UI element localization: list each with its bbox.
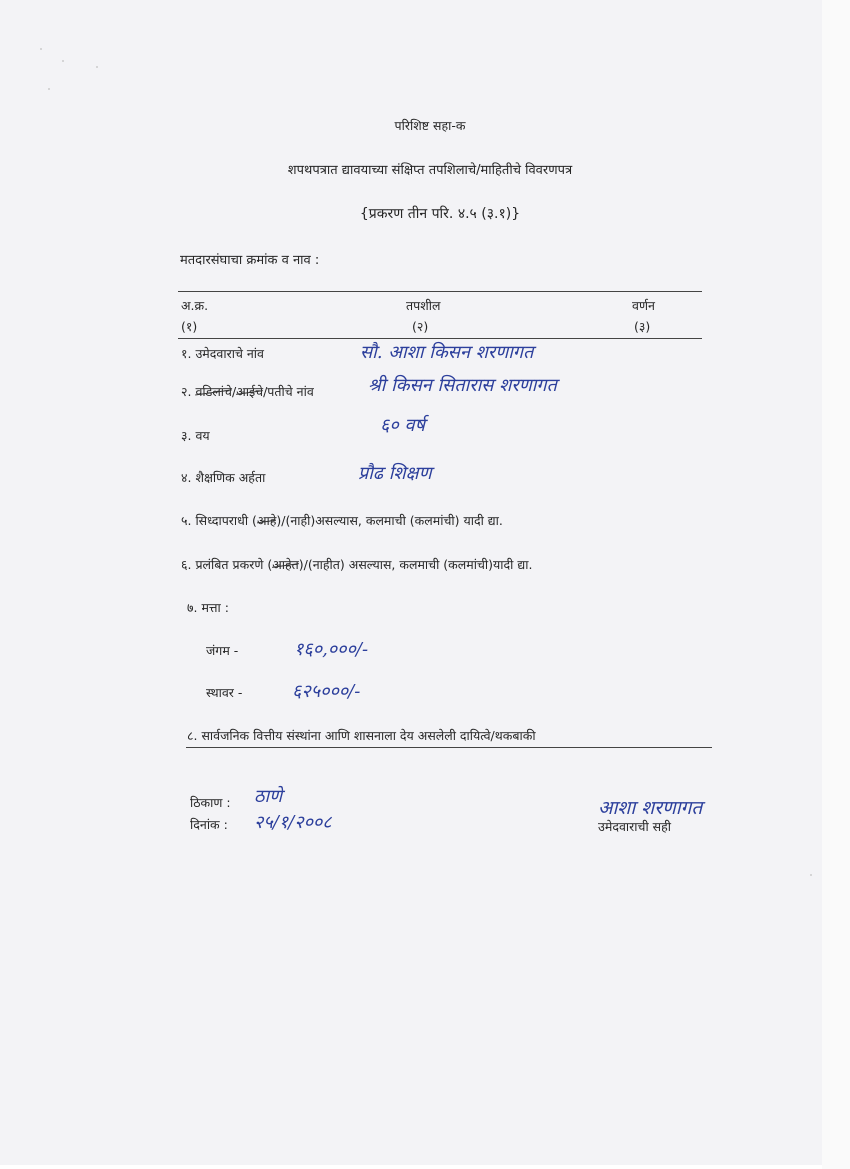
candidate-name-value: सौ. आशा किसन शरणागत [360,342,534,363]
movable-value: १६०,०००/- [294,639,369,660]
struck-father: वडिलांचे [195,384,232,399]
age-value: ६० वर्ष [380,415,425,436]
candidate-signature: आशा शरणागत [598,797,703,819]
col-description-number: (३) [634,319,651,334]
row-parent-name-label: २. वडिलांचे/आईचे/पतीचे नांव [181,384,314,399]
movable-label: जंगम - [206,643,239,658]
paper-speck [810,874,812,876]
immovable-value: ६२५०००/- [292,681,361,702]
date-label: दिनांक : [190,817,228,832]
date-value: २५/१/२००८ [254,812,332,833]
education-value: प्रौढ शिक्षण [358,463,432,484]
row-education-label: ४. शैक्षणिक अर्हता [181,470,266,485]
table-top-rule [178,291,702,292]
document-title: शपथपत्रात द्यावयाच्या संक्षिप्त तपशिलाचे/माहितीचे विवरणपत्र [287,163,573,178]
row-pending-cases: ६. प्रलंबित प्रकरणे (आहेत)/(नाहीत) असल्यास, कलमाची (कलमांची)यादी द्या. [181,557,533,572]
col-detail-header: तपशील [406,298,441,313]
struck-mother: आईचे [236,384,264,399]
paper-speck [62,60,64,62]
table-header-rule [178,338,702,339]
struck-yes: आहे [256,513,277,528]
col-serial-header: अ.क्र. [181,298,209,313]
constituency-label: मतदारसंघाचा क्रमांक व नाव : [180,253,320,268]
col-description-header: वर्णन [632,298,655,313]
col-serial-number: (१) [181,319,198,334]
table-bottom-rule [186,747,712,748]
paper-speck [40,48,42,50]
col-detail-number: (२) [412,319,429,334]
appendix-label: परिशिष्ट सहा-क [394,118,466,133]
struck-are: आहेत [272,557,299,572]
scan-margin [822,0,850,1169]
immovable-label: स्थावर - [206,685,243,700]
row-liabilities-label: ८. सार्वजनिक वित्तीय संस्थांना आणि शासनाला देय असलेली दायित्वे/थकबाकी [187,728,536,743]
place-label: ठिकाण : [190,795,231,810]
spouse-name-value: श्री किसन सितारास शरणागत [368,375,557,396]
signature-label: उमेदवाराची सही [598,819,671,834]
row-age-label: ३. वय [181,428,210,443]
paper-speck [48,88,50,90]
paper-speck [96,66,98,68]
row-assets-label: ७. मत्ता : [187,600,229,615]
row-convictions: ५. सिध्दापराधी (आहे)/(नाही)असल्यास, कलमाची (कलमांची) यादी द्या. [181,513,503,528]
row-candidate-name-label: १. उमेदवाराचे नांव [181,346,264,361]
chapter-reference: {प्रकरण तीन परि. ४.५ (३.१)} [359,206,521,222]
place-value: ठाणे [254,786,283,807]
